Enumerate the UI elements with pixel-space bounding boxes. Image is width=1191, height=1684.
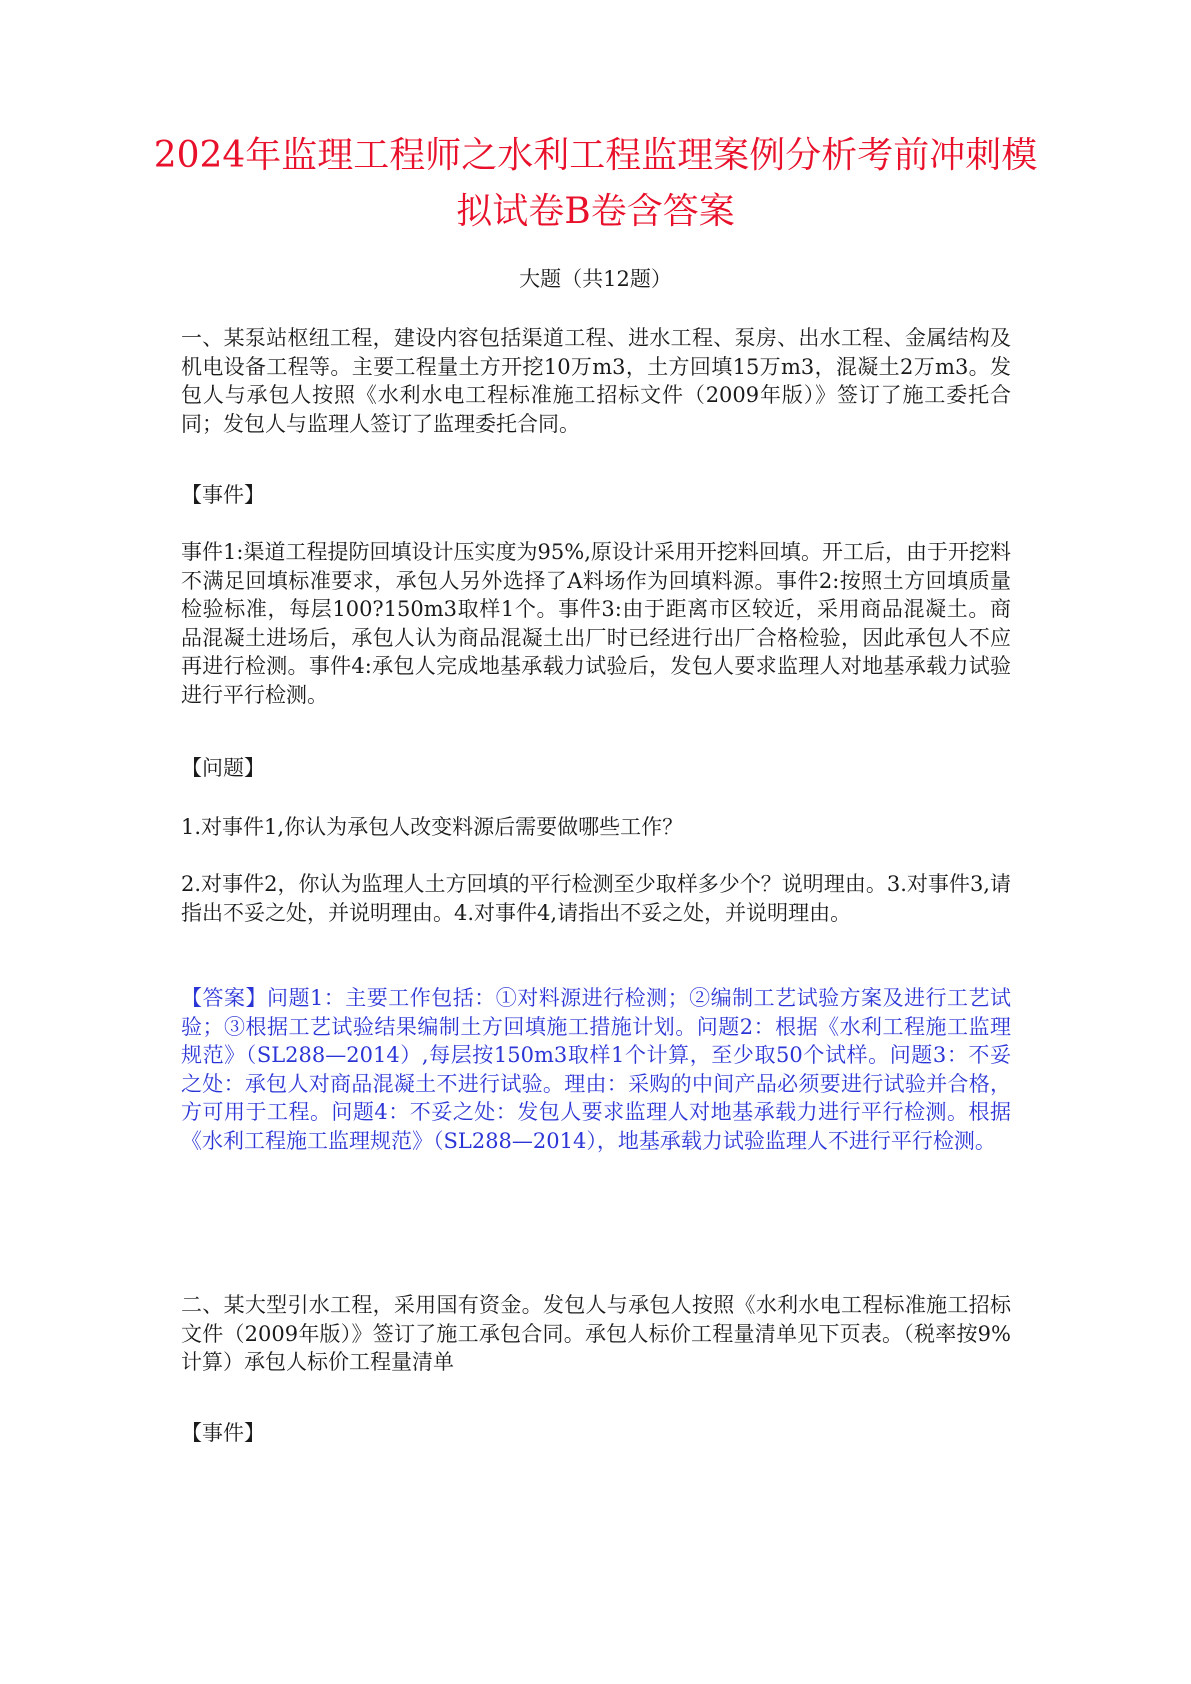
question-1-subquestions-rest: 2.对事件2，你认为监理人土方回填的平行检测至少取样多少个？说明理由。3.对事件3,请指出不妥之处，并说明理由。4.对事件4,请指出不妥之处，并说明理由。 — [181, 872, 1011, 925]
question-1-subquestion-1: 1.对事件1,你认为承包人改变料源后需要做哪些工作？ — [181, 815, 684, 839]
question-1-event-label: 【事件】 — [181, 483, 265, 507]
question-2-intro: 二、某大型引水工程，采用国有资金。发包人与承包人按照《水利水电工程标准施工招标文件（2009年版）》签订了施工承包合同。承包人标价工程量清单见下页表。（税率按9%计算）承包人标价工程量清单 — [181, 1293, 1011, 1374]
section-heading: 大题（共12题） — [519, 267, 672, 291]
question-1-intro: 一、某泵站枢纽工程，建设内容包括渠道工程、进水工程、泵房、出水工程、金属结构及机电设备工程等。主要工程量土方开挖10万m3，土方回填15万m3，混凝土2万m3。发包人与承包人按照《水利水电工程标准施工招标文件（2009年版）》签订了施工委托合同；发包人与监理人签订了监理委托合同。 — [181, 326, 1011, 436]
question-1-events: 事件1:渠道工程提防回填设计压实度为95%,原设计采用开挖料回填。开工后，由于开挖料不满足回填标准要求，承包人另外选择了A料场作为回填料源。事件2:按照土方回填质量检验标准，每层100?150m3取样1个。事件3:由于距离市区较近，采用商品混凝土。商品混凝土进场后，承包人认为商品混凝土出厂时已经进行出厂合格检验，因此承包人不应再进行检测。事件4:承包人完成地基承载力试验后，发包人要求监理人对地基承载力试验进行平行检测。 — [181, 540, 1011, 707]
document-title: 2024年监理工程师之水利工程监理案例分析考前冲刺模拟试卷B卷含答案 — [153, 135, 1038, 232]
question-1-question-label: 【问题】 — [181, 756, 265, 780]
question-1-answer: 【答案】问题1：主要工作包括：①对料源进行检测；②编制工艺试验方案及进行工艺试验；③根据工艺试验结果编制土方回填施工措施计划。问题2：根据《水利工程施工监理规范》（SL288—2014）,每层按150m3取样1个计算，至少取50个试样。问题3：不妥之处：承包人对商品混凝土不进行试验。理由：采购的中间产品必须要进行试验并合格，方可用于工程。问题4：不妥之处：发包人要求监理人对地基承载力进行平行检测。根据《水利工程施工监理规范》（SL288—2014），地基承载力试验监理人不进行平行检测。 — [181, 986, 1011, 1153]
question-2-event-label: 【事件】 — [181, 1421, 265, 1445]
